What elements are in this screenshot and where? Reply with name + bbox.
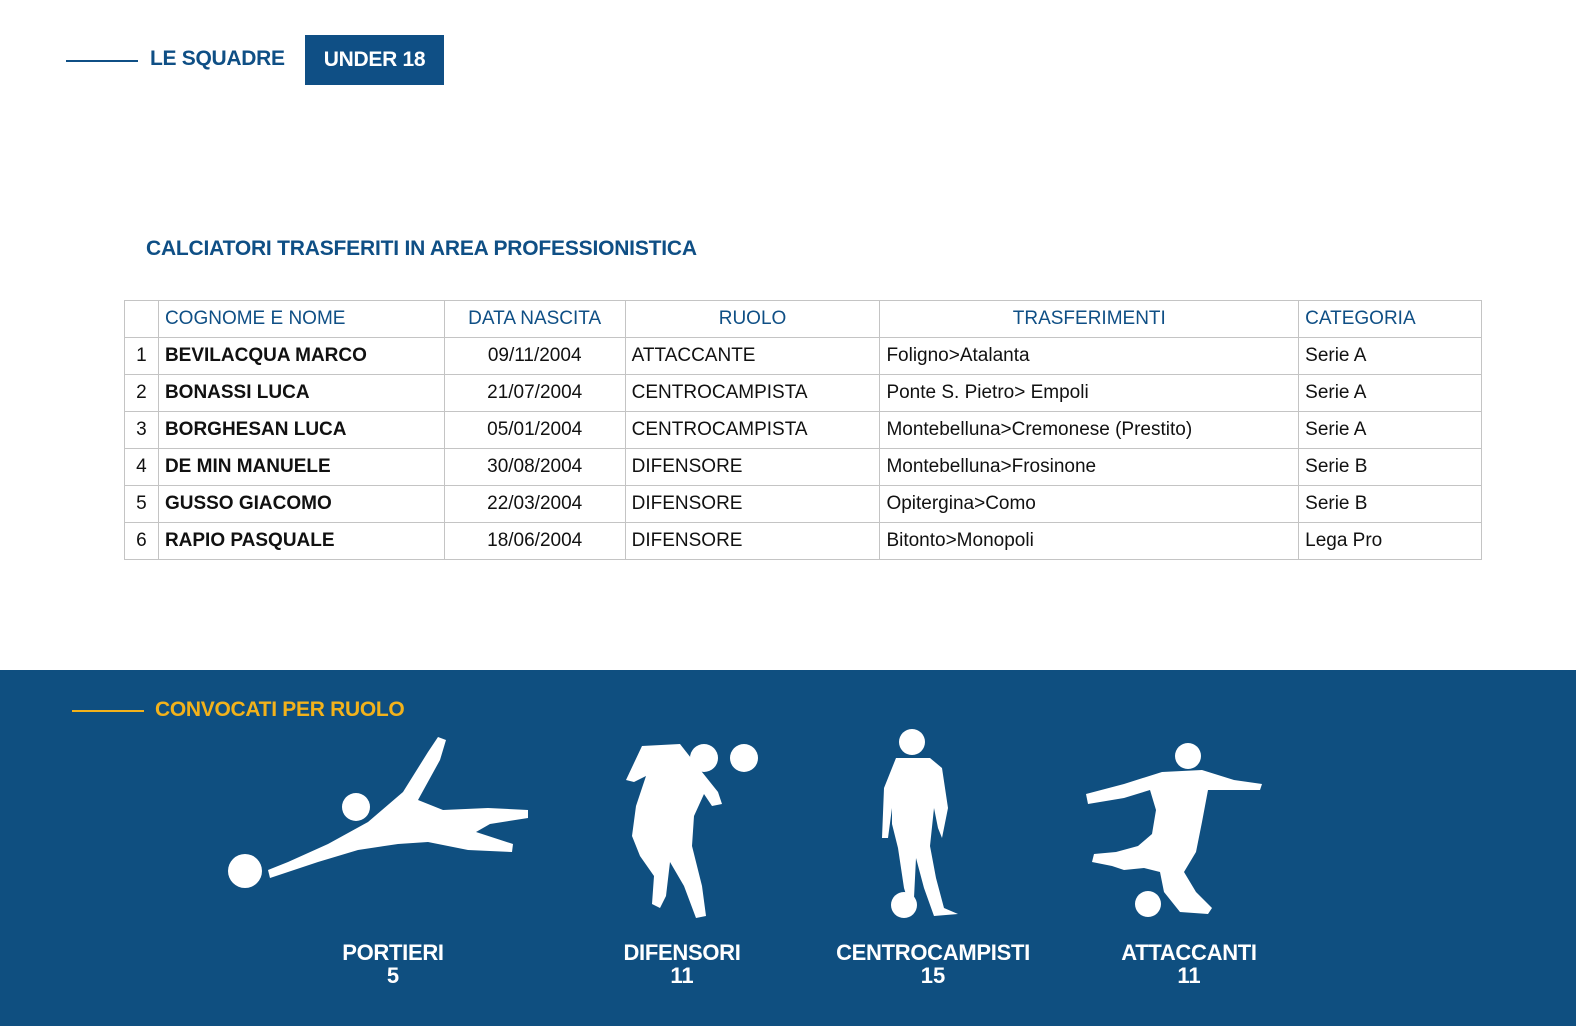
role-strikers bbox=[1084, 742, 1264, 922]
header-line bbox=[66, 60, 138, 62]
player-role: ATTACCANTE bbox=[625, 338, 880, 375]
player-name: DE MIN MANUELE bbox=[158, 449, 444, 486]
header-category: CATEGORIA bbox=[1299, 301, 1482, 338]
category: Serie A bbox=[1299, 375, 1482, 412]
row-number: 4 bbox=[125, 449, 159, 486]
birth-date: 21/07/2004 bbox=[444, 375, 625, 412]
transfer: Opitergina>Como bbox=[880, 486, 1299, 523]
birth-date: 22/03/2004 bbox=[444, 486, 625, 523]
section-title: CALCIATORI TRASFERITI IN AREA PROFESSIONISTICA bbox=[146, 237, 697, 260]
player-name: BORGHESAN LUCA bbox=[158, 412, 444, 449]
role-label-midfielders: CENTROCAMPISTI bbox=[836, 940, 1030, 965]
role-count-strikers: 11 bbox=[1177, 963, 1201, 988]
transfers-table bbox=[124, 300, 1482, 560]
header-name: COGNOME E NOME bbox=[158, 301, 444, 338]
player-name: GUSSO GIACOMO bbox=[158, 486, 444, 523]
role-count-goalkeepers: 5 bbox=[386, 963, 400, 988]
striker-kicking-icon bbox=[1084, 742, 1264, 922]
roles-title-line bbox=[72, 710, 144, 712]
player-name: BONASSI LUCA bbox=[158, 375, 444, 412]
role-label-goalkeepers: PORTIERI bbox=[342, 940, 444, 965]
table-header-row bbox=[125, 301, 1482, 338]
roles-panel bbox=[0, 670, 1576, 1026]
defender-header-icon bbox=[620, 736, 760, 922]
header-tag: UNDER 18 bbox=[305, 35, 444, 85]
player-role: CENTROCAMPISTA bbox=[625, 412, 880, 449]
player-role: DIFENSORE bbox=[625, 486, 880, 523]
table-row bbox=[125, 486, 1482, 523]
category: Serie B bbox=[1299, 486, 1482, 523]
transfer: Montebelluna>Frosinone bbox=[880, 449, 1299, 486]
player-role: DIFENSORE bbox=[625, 449, 880, 486]
player-name: RAPIO PASQUALE bbox=[158, 523, 444, 560]
category: Serie A bbox=[1299, 412, 1482, 449]
row-number: 1 bbox=[125, 338, 159, 375]
header-label: LE SQUADRE bbox=[150, 47, 285, 70]
table-row bbox=[125, 338, 1482, 375]
role-goalkeepers bbox=[228, 732, 530, 892]
table-row bbox=[125, 449, 1482, 486]
row-number: 5 bbox=[125, 486, 159, 523]
table-row bbox=[125, 523, 1482, 560]
transfer: Ponte S. Pietro> Empoli bbox=[880, 375, 1299, 412]
role-count-midfielders: 15 bbox=[920, 963, 946, 988]
table-row bbox=[125, 375, 1482, 412]
role-count-defenders: 11 bbox=[670, 963, 694, 988]
transfer: Bitonto>Monopoli bbox=[880, 523, 1299, 560]
birth-date: 05/01/2004 bbox=[444, 412, 625, 449]
role-label-defenders: DIFENSORI bbox=[623, 940, 741, 965]
role-label-strikers: ATTACCANTI bbox=[1121, 940, 1257, 965]
row-number: 6 bbox=[125, 523, 159, 560]
birth-date: 09/11/2004 bbox=[444, 338, 625, 375]
header-role: RUOLO bbox=[625, 301, 880, 338]
row-number: 2 bbox=[125, 375, 159, 412]
category: Lega Pro bbox=[1299, 523, 1482, 560]
table-row bbox=[125, 412, 1482, 449]
header-birthdate: DATA NASCITA bbox=[444, 301, 625, 338]
goalkeeper-diving-icon bbox=[228, 732, 530, 892]
player-role: CENTROCAMPISTA bbox=[625, 375, 880, 412]
category: Serie B bbox=[1299, 449, 1482, 486]
player-name: BEVILACQUA MARCO bbox=[158, 338, 444, 375]
row-number: 3 bbox=[125, 412, 159, 449]
birth-date: 30/08/2004 bbox=[444, 449, 625, 486]
role-midfielders bbox=[874, 728, 964, 920]
player-role: DIFENSORE bbox=[625, 523, 880, 560]
midfielder-standing-icon bbox=[874, 728, 964, 920]
transfer: Foligno>Atalanta bbox=[880, 338, 1299, 375]
category: Serie A bbox=[1299, 338, 1482, 375]
transfer: Montebelluna>Cremonese (Prestito) bbox=[880, 412, 1299, 449]
roles-title: CONVOCATI PER RUOLO bbox=[155, 698, 405, 721]
role-defenders bbox=[620, 736, 760, 922]
birth-date: 18/06/2004 bbox=[444, 523, 625, 560]
header-number bbox=[125, 301, 159, 338]
header-transfers: TRASFERIMENTI bbox=[880, 301, 1299, 338]
